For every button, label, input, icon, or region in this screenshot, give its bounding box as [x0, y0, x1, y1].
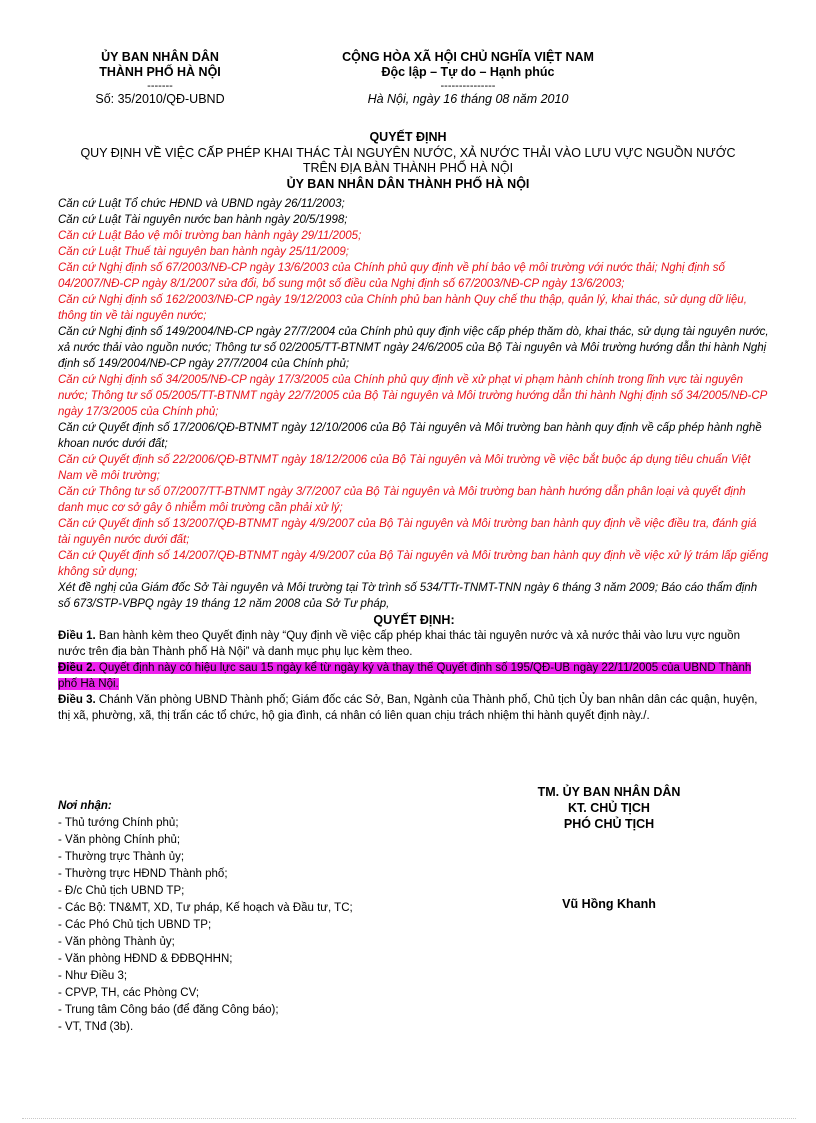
citation-item: Căn cứ Quyết định số 14/2007/QĐ-BTNMT ngày 4/9/2007 của Bộ Tài nguyên và Môi trường ban hành quy định về việc xử lý trám lấp giếng không sử dụng; — [58, 550, 769, 578]
recipient-item: - VT, TNđ (3b). — [58, 1021, 134, 1033]
decision-heading: QUYẾT ĐỊNH: — [373, 613, 455, 627]
motto-separator: --------------- — [440, 80, 496, 92]
recipient-item: - Thường trực HĐND Thành phố; — [58, 868, 228, 880]
article-label: Điều 3. — [58, 694, 96, 706]
document-number: Số: 35/2010/QĐ-UBND — [95, 92, 225, 106]
signature-line-1: TM. ỦY BAN NHÂN DÂN — [537, 785, 681, 799]
citation-item: Căn cứ Nghị định số 162/2003/NĐ-CP ngày 19/12/2003 của Chính phủ ban hành Quy chế thu thập, quản lý, khai thác, sử dụng dữ liệu, thông tin về tài nguyên nước; — [58, 294, 747, 322]
issuer-separator: ------- — [147, 80, 173, 92]
citation-item: Căn cứ Nghị định số 34/2005/NĐ-CP ngày 17/3/2005 của Chính phủ quy định về xử phạt vi phạm hành chính trong lĩnh vực tài nguyên nước; Thông tư số 05/2005/TT-BTNMT ngày 22/7/2005 của Bộ Tài nguyên và Môi trường hướng dẫn thi hành Nghị định số 34/2005/NĐ-CP ngày 17/3/2005 của Chính phủ; — [58, 374, 767, 418]
issuer-line-1: ỦY BAN NHÂN DÂN — [101, 50, 219, 64]
article-body: Quyết định này có hiệu lực sau 15 ngày kể từ ngày ký và thay thế Quyết định số 195/QĐ-UB ngày 22/11/2005 của UBND Thành phố Hà Nội. — [58, 662, 752, 690]
citation-item: Căn cứ Quyết định số 13/2007/QĐ-BTNMT ngày 4/9/2007 của Bộ Tài nguyên và Môi trường ban hành quy định về việc điều tra, đánh giá tài nguyên nước dưới đất; — [58, 518, 757, 546]
citations-list — [58, 196, 770, 612]
article-text — [58, 694, 758, 722]
citation-item: Căn cứ Quyết định số 22/2006/QĐ-BTNMT ngày 18/12/2006 của Bộ Tài nguyên và Môi trường về việc bắt buộc áp dụng tiêu chuẩn Việt Nam về môi trường; — [58, 454, 751, 482]
country-name: CỘNG HÒA XÃ HỘI CHỦ NGHĨA VIỆT NAM — [342, 50, 594, 64]
article-item — [58, 692, 770, 724]
page-bottom-divider — [22, 1118, 796, 1119]
recipient-item: - Văn phòng Chính phủ; — [58, 834, 181, 846]
recipients-list — [58, 815, 478, 1036]
citation-item: Căn cứ Nghị định số 67/2003/NĐ-CP ngày 13/6/2003 của Chính phủ quy định về phí bảo vệ môi trường với nước thải; Nghị định số 04/2007/NĐ-CP ngày 8/1/2007 sửa đổi, bổ sung một số điều của Nghị định số 67/2003/NĐ-CP ngày 13/6/2003; — [58, 262, 725, 290]
article-body: Chánh Văn phòng UBND Thành phố; Giám đốc các Sở, Ban, Ngành của Thành phố, Chủ tịch Ủy ban nhân dân các quận, huyện, thị xã, phường, xã, thị trấn các tổ chức, hộ gia đình, cá nhân có liên quan chịu trách nhiệm thi hành quyết định này./. — [58, 694, 758, 722]
highlighted-article-text — [58, 662, 751, 690]
signature-line-2: KT. CHỦ TỊCH — [568, 801, 650, 815]
recipient-item: - Như Điều 3; — [58, 970, 128, 982]
recipient-item: - Đ/c Chủ tịch UBND TP; — [58, 885, 185, 897]
citation-item: Căn cứ Thông tư số 07/2007/TT-BTNMT ngày 3/7/2007 của Bộ Tài nguyên và Môi trường ban hành hướng dẫn phân loại và quyết định danh mục cơ sở gây ô nhiễm môi trường cần phải xử lý; — [58, 486, 746, 514]
issuing-authority: ỦY BAN NHÂN DÂN THÀNH PHỐ HÀ NỘI — [286, 177, 530, 191]
national-motto-block — [268, 50, 668, 107]
recipient-item: - CPVP, TH, các Phòng CV; — [58, 987, 200, 999]
recipient-item: - Các Phó Chủ tịch UBND TP; — [58, 919, 212, 931]
citation-item: Căn cứ Luật Tài nguyên nước ban hành ngày 20/5/1998; — [58, 214, 348, 226]
recipients-title: Nơi nhận: — [58, 800, 112, 812]
recipient-item: - Văn phòng HĐND & ĐĐBQHHN; — [58, 953, 233, 965]
document-date: Hà Nội, ngày 16 tháng 08 năm 2010 — [367, 92, 569, 106]
article-body: Ban hành kèm theo Quyết định này “Quy định về việc cấp phép khai thác tài nguyên nước và xả nước thải vào lưu vực nguồn nước trên địa bàn Thành phố Hà Nội” và danh mục phụ lục kèm theo. — [58, 630, 740, 658]
citation-item: Căn cứ Quyết định số 17/2006/QĐ-BTNMT ngày 12/10/2006 của Bộ Tài nguyên và Môi trường ban hành quy định về cấp phép hành nghề khoan nước dưới đất; — [58, 422, 762, 450]
decision-subject-line-1: QUY ĐỊNH VỀ VIỆC CẤP PHÉP KHAI THÁC TÀI NGUYÊN NƯỚC, XẢ NƯỚC THẢI VÀO LƯU VỰC NGUỒN NƯỚC — [80, 146, 736, 160]
recipient-item: - Các Bộ: TN&MT, XD, Tư pháp, Kế hoạch và Đầu tư, TC; — [58, 902, 353, 914]
signature-line-3: PHÓ CHỦ TỊCH — [563, 817, 655, 831]
article-item — [58, 628, 770, 660]
issuer-line-2: THÀNH PHỐ HÀ NỘI — [99, 65, 221, 79]
citation-item: Căn cứ Nghị định số 149/2004/NĐ-CP ngày 27/7/2004 của Chính phủ quy định việc cấp phép thăm dò, khai thác, sử dụng tài nguyên nước, xả nước thải vào nguồn nước; Thông tư số 02/2005/TT-BTNMT ngày 24/6/2005 của Bộ Tài nguyên và Môi trường hướng dẫn thi hành Nghị định số 149/2004/NĐ-CP ngày 27/7/2004 của Chính phủ; — [58, 326, 769, 370]
decision-title: QUYẾT ĐỊNH — [369, 130, 447, 144]
signature-block — [496, 784, 722, 832]
recipients-block — [58, 798, 478, 1036]
decision-body — [58, 196, 770, 724]
article-text — [58, 630, 740, 658]
citation-item: Căn cứ Luật Thuế tài nguyên ban hành ngày 25/11/2009; — [58, 246, 349, 258]
recipient-item: - Văn phòng Thành ủy; — [58, 936, 175, 948]
issuer-block — [60, 50, 260, 107]
article-label: Điều 2. — [58, 662, 96, 674]
decision-subject-line-2: TRÊN ĐỊA BÀN THÀNH PHỐ HÀ NỘI — [302, 161, 514, 175]
citation-item: Xét đề nghị của Giám đốc Sở Tài nguyên và Môi trường tại Tờ trình số 534/TTr-TNMT-TNN ngày 6 tháng 3 năm 2009; Báo cáo thẩm định số 673/STP-VBPQ ngày 19 tháng 12 năm 2008 của Sở Tư pháp, — [58, 582, 758, 610]
articles-list — [58, 628, 770, 724]
signer-name: Vũ Hồng Khanh — [562, 897, 656, 911]
article-item — [58, 660, 770, 692]
citation-item: Căn cứ Luật Tổ chức HĐND và UBND ngày 26/11/2003; — [58, 198, 345, 210]
recipient-item: - Thủ tướng Chính phủ; — [58, 817, 179, 829]
motto: Độc lập – Tự do – Hạnh phúc — [381, 65, 555, 79]
citation-item: Căn cứ Luật Bảo vệ môi trường ban hành ngày 29/11/2005; — [58, 230, 362, 242]
recipient-item: - Trung tâm Công báo (để đăng Công báo); — [58, 1004, 279, 1016]
article-label: Điều 1. — [58, 630, 96, 642]
recipient-item: - Thường trực Thành ủy; — [58, 851, 185, 863]
